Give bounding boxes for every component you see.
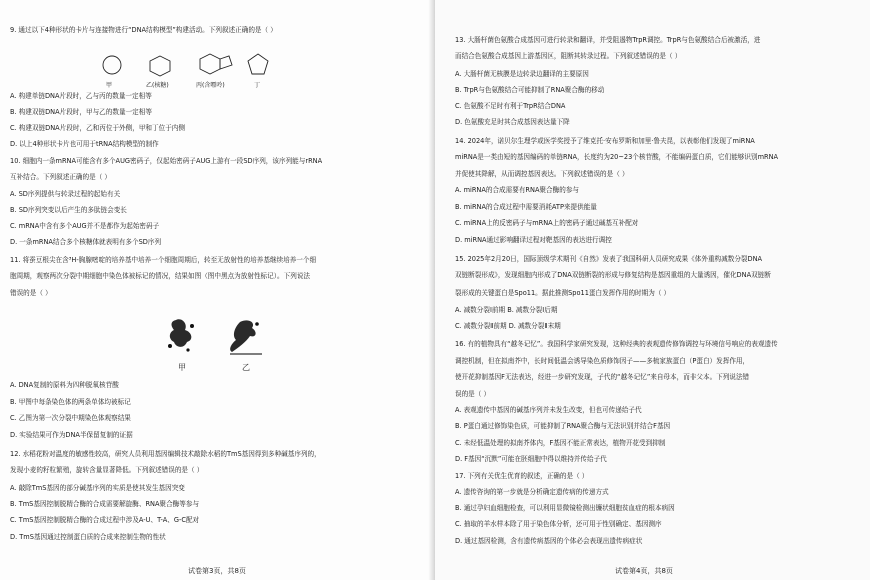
left-text-line: 胞周期，观察两次分裂中期细胞中染色体被标记的情况，结果如图（图中黑点为放射性标记）。下列说法 bbox=[10, 272, 311, 280]
shape-label-jia: 甲 bbox=[106, 82, 113, 89]
left-text-line: B. TmS基因控制脱精合酶的合成需要解旋酶、RNA聚合酶等参与 bbox=[10, 500, 200, 508]
right-text-line: D. 色氨酸充足时其合成基因表达量下降 bbox=[455, 118, 570, 126]
right-page bbox=[435, 0, 870, 580]
right-text-line: C. 抽取的羊水样本除了用于染色体分析，还可用于性别确定、基因测序 bbox=[455, 520, 662, 528]
left-text-line: A. SD序列提供与转录过程的起始有关 bbox=[10, 190, 121, 198]
right-text-line: 14. 2024年，诺贝尔生理学或医学奖授予了维克托·安布罗斯和加里·鲁夫昆，以表彰他们发现了miRNA bbox=[455, 137, 755, 145]
figure-9-shapes bbox=[100, 50, 300, 92]
right-text-line: 而结合色氨酸合成基因上游基因区，阻断其转录过程。下列叙述错误的是（ ） bbox=[455, 52, 682, 60]
right-text-line: D. F基因“沉默”可能在胚细胞中得以维持并传给子代 bbox=[455, 455, 607, 463]
left-text-line: C. 乙图为第一次分裂中期染色体观察结果 bbox=[10, 414, 131, 422]
right-text-line: C. 未经低温处理的拟南芥体内，F基因不能正常表达，植物开花受到抑制 bbox=[455, 439, 666, 447]
right-text-line: A. miRNA的合成需要有RNA聚合酶的参与 bbox=[455, 186, 580, 194]
left-text-line: B. 甲图中每条染色体的两条单体均被标记 bbox=[10, 398, 131, 406]
right-text-line: 双链断裂形成》，发现细胞内形成了DNA双链断裂的形成与修复结构是基因重组的大量诱因，催化DNA双链断 bbox=[455, 271, 771, 279]
left-text-line: 11. 将蚕豆根尖在含³H-胸腺嘧啶的培养基中培养一个细胞周期后，转至无放射性的培养基继续培养一个细 bbox=[10, 256, 317, 264]
left-text-line: D. 以上4种形状卡片也可用于tRNA结构模型的制作 bbox=[10, 140, 159, 148]
right-text-line: 并促使其降解，从而调控基因表达。下列叙述错误的是（ ） bbox=[455, 170, 629, 178]
left-text-line: C. mRNA中含有多个AUG并不是都作为起始密码子 bbox=[10, 222, 160, 230]
shape-label-bing: 丙(含嘌呤) bbox=[196, 82, 225, 89]
right-text-line: 裂形成的关键蛋白是Spo11。据此推测Spo11蛋白发挥作用的时期为（ ） bbox=[455, 289, 671, 297]
left-text-line: A. 敲除TmS基因的部分碱基序列的实质是使其发生基因突变 bbox=[10, 484, 185, 492]
right-text-line: C. miRNA上的反密码子与mRNA上的密码子通过碱基互补配对 bbox=[455, 219, 639, 227]
right-text-line: A. 大肠杆菌无核膜是边转录边翻译的主要原因 bbox=[455, 70, 589, 78]
left-text-line: D. TmS基因通过控制蛋白质的合成来控制生物的性状 bbox=[10, 533, 166, 541]
right-text-line: 17. 下列有关优生优育的叙述，正确的是（ ） bbox=[455, 472, 589, 480]
chromosome-yi bbox=[230, 320, 262, 354]
right-text-line: A. 表观遗传中基因的碱基序列并未发生改变，但也可传递给子代 bbox=[455, 406, 642, 414]
right-text-line: C. 色氨酸不足时有利于TrpR结合DNA bbox=[455, 102, 566, 110]
right-text-line: 误的是（ ） bbox=[455, 390, 491, 398]
circle-card bbox=[103, 56, 121, 74]
left-text-line: C. 构建双链DNA片段时，乙和丙位于外侧，甲和丁位于内侧 bbox=[10, 124, 185, 132]
chromosome-jia bbox=[168, 319, 194, 351]
left-text-line: 9. 通过以下4种形状的卡片与连接物进行“DNA结构模型”构建活动。下列叙述正确的是（ ） bbox=[10, 26, 277, 34]
right-text-line: 13. 大肠杆菌色氨酸合成基因可进行转录和翻译，并受阻遏物TrpR调控。TrpR与色氨酸结合后被激活，进 bbox=[455, 36, 761, 44]
right-text-line: C. 减数分裂Ⅱ前期 D. 减数分裂Ⅱ末期 bbox=[455, 322, 561, 330]
shape-label-ding: 丁 bbox=[254, 82, 261, 89]
purine-hexagon-card bbox=[200, 54, 220, 74]
card-shapes-figure bbox=[100, 50, 300, 84]
right-text-line: 调控机制，但在拟南芥中，长时间低温会诱导染色质修饰因子——多梳家族蛋白（P蛋白）发挥作用， bbox=[455, 357, 750, 365]
right-text-line: 使开花抑制基因F无法表达，经进一步研究发现，子代的“越冬记忆”来自母本，而非父本。下列说法错 bbox=[455, 373, 750, 381]
shape-label-yi: 乙(核糖) bbox=[146, 82, 169, 89]
left-text-line: A. DNA复制的原料为四种脱氧核苷酸 bbox=[10, 381, 119, 389]
figure-label-jia: 甲 bbox=[178, 363, 186, 372]
left-text-line: 错误的是（ ） bbox=[10, 289, 52, 297]
right-text-line: B. P蛋白通过修饰染色质，可能抑制了RNA聚合酶与无法识别并结合F基因 bbox=[455, 422, 671, 430]
left-text-line: 互补结合。下列叙述正确的是（ ） bbox=[10, 173, 112, 181]
left-text-line: B. 构建双链DNA片段时，甲与乙的数量一定相等 bbox=[10, 108, 152, 116]
right-text-line: D. miRNA通过影响翻译过程对靶基因的表达进行调控 bbox=[455, 236, 612, 244]
figure-11-chromosomes bbox=[158, 312, 278, 374]
figure-label-yi: 乙 bbox=[242, 363, 250, 372]
right-text-line: 15. 2025年2月20日，国际顶级学术期刊《自然》发表了我国科研人员研究成果《体外重构减数分裂DNA bbox=[455, 255, 763, 263]
right-text-line: miRNA是一类由短的基因编码的单链RNA，长度约为20~23个核苷酸，不能编码蛋白质，它们能够识别mRNA bbox=[455, 153, 779, 161]
right-page-footer: 试卷第4页，共8页 bbox=[615, 567, 673, 575]
left-text-line: D. 实验结果可作为DNA半保留复制的证据 bbox=[10, 431, 133, 439]
left-text-line: C. TmS基因控制脱精合酶的合成过程中涉及A-U、T-A、G-C配对 bbox=[10, 516, 200, 524]
left-text-line: 12. 水稻花粉对温度的敏感性较高，研究人员利用基因编辑技术敲除水稻的TmS基因得到多种碱基序列的， bbox=[10, 450, 321, 458]
right-text-line: A. 减数分裂Ⅰ前期 B. 减数分裂Ⅰ后期 bbox=[455, 306, 558, 314]
left-text-line: A. 构建单链DNA片段时，乙与丙的数量一定相等 bbox=[10, 92, 152, 100]
right-text-line: B. 通过孕妇血细胞检查，可以利用显微镜检测出镰状细胞贫血症的根本病因 bbox=[455, 504, 675, 512]
hexagon-card bbox=[150, 56, 170, 76]
right-text-line: D. 通过基因检测，含有遗传病基因的个体必会表现出遗传病症状 bbox=[455, 537, 643, 545]
left-text-line: 10. 细胞内一条mRNA可能含有多个AUG密码子，仅起始密码子AUG上游有一段SD序列，该序列能与rRNA bbox=[10, 157, 323, 165]
right-text-line: A. 遗传咨询的第一步就是分析确定遗传病的传递方式 bbox=[455, 488, 609, 496]
chromosome-micrograph bbox=[158, 312, 278, 364]
pentagon-card bbox=[248, 54, 268, 74]
right-text-line: B. miRNA的合成过程中需要消耗ATP来提供能量 bbox=[455, 203, 597, 211]
left-text-line: D. 一条mRNA结合多个核糖体就表明有多个SD序列 bbox=[10, 238, 162, 246]
right-text-line: 16. 有的植物具有“越冬记忆”。我国科学家研究发现，这种经典的表观遗传修饰调控与环境信号响应的表观遗传 bbox=[455, 340, 778, 348]
right-text-line: B. TrpR与色氨酸结合可能抑制了RNA聚合酶的移动 bbox=[455, 86, 605, 94]
purine-pentagon-card bbox=[220, 56, 232, 69]
left-page-footer: 试卷第3页，共8页 bbox=[188, 567, 246, 575]
left-text-line: B. SD序列突变以后产生的多肽链会变长 bbox=[10, 206, 127, 214]
left-text-line: 发现小麦的籽粒繁殖，旋转含量显著降低。下列叙述错误的是（ ） bbox=[10, 466, 204, 474]
